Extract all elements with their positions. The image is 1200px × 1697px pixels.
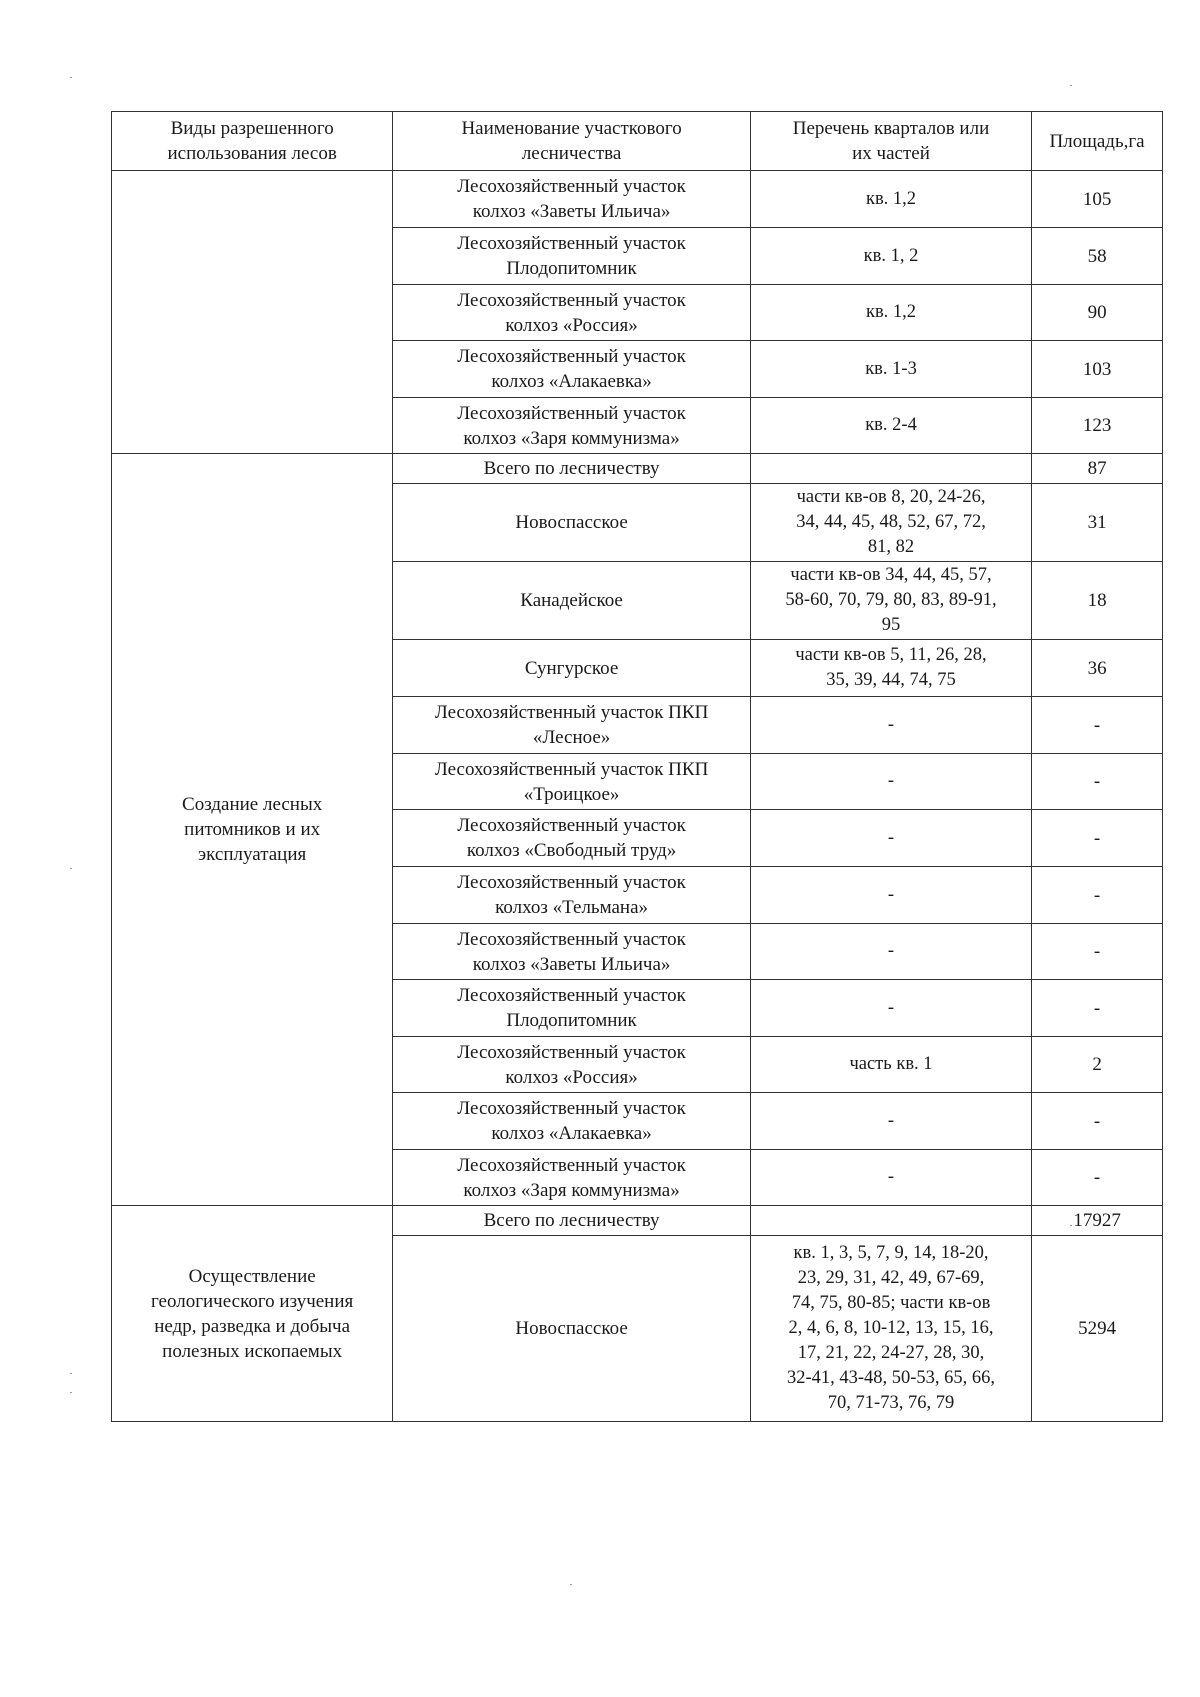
forestry-name-cell: Лесохозяйственный участок колхоз «Заря коммунизма» bbox=[393, 398, 751, 454]
forestry-name-cell: Лесохозяйственный участок Плодопитомник bbox=[393, 980, 751, 1037]
quarters-cell: кв. 1, 3, 5, 7, 9, 14, 18-20, 23, 29, 31, 42, 49, 67-69, 74, 75, 80-85; части кв-ов 2, 4, 6, 8, 10-12, 13, 15, 16, 17, 21, 22, 24-27, 28, 30, 32-41, 43-48, 50-53, 65, 66, 70, 71-73, 76, 79 bbox=[750, 1236, 1031, 1422]
forestry-name-cell: Канадейское bbox=[393, 562, 751, 640]
forestry-name-cell: Всего по лесничеству bbox=[393, 454, 751, 484]
area-cell: 17927 bbox=[1032, 1206, 1163, 1236]
table-header-row bbox=[112, 112, 1163, 171]
quarters-cell: - bbox=[750, 754, 1031, 810]
area-cell: - bbox=[1032, 867, 1163, 924]
quarters-cell: кв. 1,2 bbox=[750, 285, 1031, 341]
scan-speck bbox=[70, 1392, 72, 1393]
quarters-cell: часть кв. 1 bbox=[750, 1037, 1031, 1093]
area-cell: 5294 bbox=[1032, 1236, 1163, 1422]
area-cell: 36 bbox=[1032, 640, 1163, 697]
area-cell: 103 bbox=[1032, 341, 1163, 398]
forestry-name-cell: Лесохозяйственный участок колхоз «Свободный труд» bbox=[393, 810, 751, 867]
area-cell: 90 bbox=[1032, 285, 1163, 341]
forestry-name-cell: Лесохозяйственный участок колхоз «Алакаевка» bbox=[393, 341, 751, 398]
area-cell: - bbox=[1032, 980, 1163, 1037]
area-cell: - bbox=[1032, 810, 1163, 867]
area-cell: - bbox=[1032, 697, 1163, 754]
quarters-cell: - bbox=[750, 697, 1031, 754]
forestry-name-cell: Лесохозяйственный участок колхоз «Тельмана» bbox=[393, 867, 751, 924]
forestry-name-cell: Новоспасское bbox=[393, 484, 751, 562]
quarters-cell: кв. 1-3 bbox=[750, 341, 1031, 398]
quarters-cell: - bbox=[750, 980, 1031, 1037]
table-row bbox=[112, 171, 1163, 228]
quarters-cell: части кв-ов 34, 44, 45, 57, 58-60, 70, 79, 80, 83, 89-91, 95 bbox=[750, 562, 1031, 640]
forestry-name-cell: Лесохозяйственный участок колхоз «Заветы Ильича» bbox=[393, 171, 751, 228]
forestry-name-cell: Лесохозяйственный участок Плодопитомник bbox=[393, 228, 751, 285]
quarters-cell: кв. 2-4 bbox=[750, 398, 1031, 454]
area-cell: 31 bbox=[1032, 484, 1163, 562]
area-cell: 87 bbox=[1032, 454, 1163, 484]
area-cell: - bbox=[1032, 1150, 1163, 1206]
area-cell: - bbox=[1032, 1093, 1163, 1150]
quarters-cell: кв. 1, 2 bbox=[750, 228, 1031, 285]
quarters-cell: - bbox=[750, 867, 1031, 924]
area-cell: 58 bbox=[1032, 228, 1163, 285]
quarters-cell: кв. 1,2 bbox=[750, 171, 1031, 228]
scan-speck bbox=[570, 1584, 572, 1585]
quarters-cell: - bbox=[750, 1093, 1031, 1150]
header-use-type: Виды разрешенного использования лесов bbox=[112, 112, 393, 171]
area-cell: 123 bbox=[1032, 398, 1163, 454]
scan-speck bbox=[1070, 85, 1072, 86]
header-forestry-name: Наименование участкового лесничества bbox=[393, 112, 751, 171]
scan-speck bbox=[70, 868, 72, 869]
header-quarters-list: Перечень кварталов или их частей bbox=[750, 112, 1031, 171]
forestry-name-cell: Всего по лесничеству bbox=[393, 1206, 751, 1236]
forestry-name-cell: Сунгурское bbox=[393, 640, 751, 697]
forestry-name-cell: Лесохозяйственный участок ПКП «Лесное» bbox=[393, 697, 751, 754]
area-cell: 2 bbox=[1032, 1037, 1163, 1093]
scan-speck bbox=[70, 1373, 72, 1374]
quarters-cell bbox=[750, 1206, 1031, 1236]
forestry-name-cell: Лесохозяйственный участок колхоз «Заветы Ильича» bbox=[393, 924, 751, 980]
quarters-cell bbox=[750, 454, 1031, 484]
scan-speck bbox=[70, 77, 72, 78]
forest-use-table bbox=[111, 111, 1163, 1422]
area-cell: 105 bbox=[1032, 171, 1163, 228]
use-type-cell: Осуществление геологического изучения недр, разведка и добыча полезных ископаемых bbox=[112, 1206, 393, 1422]
forestry-name-cell: Новоспасское bbox=[393, 1236, 751, 1422]
forestry-name-cell: Лесохозяйственный участок колхоз «Заря коммунизма» bbox=[393, 1150, 751, 1206]
quarters-cell: - bbox=[750, 810, 1031, 867]
use-type-cell bbox=[112, 171, 393, 454]
forestry-name-cell: Лесохозяйственный участок колхоз «Россия» bbox=[393, 285, 751, 341]
quarters-cell: - bbox=[750, 1150, 1031, 1206]
quarters-cell: части кв-ов 5, 11, 26, 28, 35, 39, 44, 74, 75 bbox=[750, 640, 1031, 697]
table-row bbox=[112, 1206, 1163, 1236]
area-cell: - bbox=[1032, 924, 1163, 980]
quarters-cell: - bbox=[750, 924, 1031, 980]
use-type-cell: Создание лесных питомников и их эксплуатация bbox=[112, 454, 393, 1206]
forestry-name-cell: Лесохозяйственный участок ПКП «Троицкое» bbox=[393, 754, 751, 810]
forestry-name-cell: Лесохозяйственный участок колхоз «Россия» bbox=[393, 1037, 751, 1093]
table-row bbox=[112, 454, 1163, 484]
area-cell: - bbox=[1032, 754, 1163, 810]
area-cell: 18 bbox=[1032, 562, 1163, 640]
header-area: Площадь,га bbox=[1032, 112, 1163, 171]
forestry-name-cell: Лесохозяйственный участок колхоз «Алакаевка» bbox=[393, 1093, 751, 1150]
quarters-cell: части кв-ов 8, 20, 24-26, 34, 44, 45, 48, 52, 67, 72, 81, 82 bbox=[750, 484, 1031, 562]
